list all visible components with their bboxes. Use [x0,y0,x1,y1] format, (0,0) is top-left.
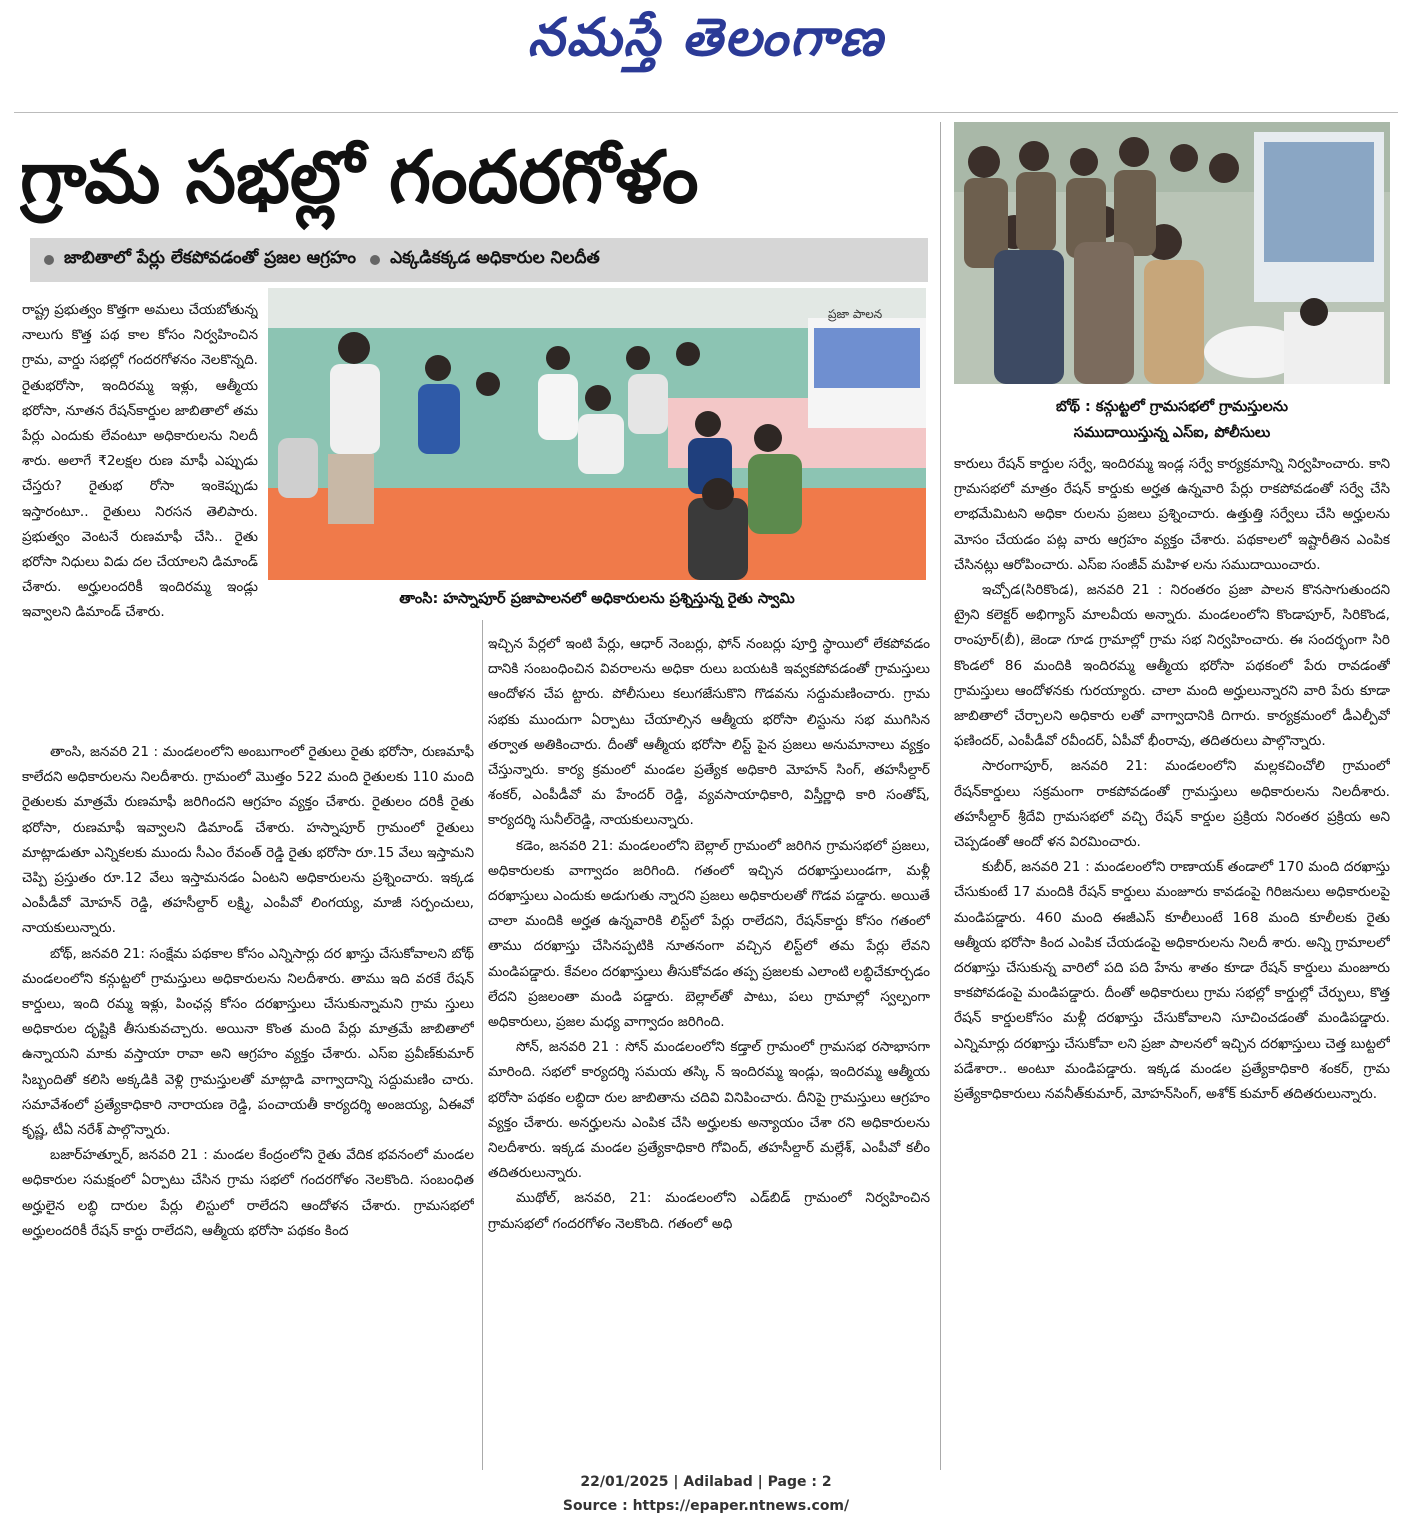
column-2 [488,632,930,1470]
footer-source: Source : https://epaper.ntnews.com/ [562,1498,850,1514]
intro-paragraph: రాష్ట్ర ప్రభుత్వం కొత్తగా అమలు చేయబోతున్న నాలుగు కొత్త పథ కాల కోసం నిర్వహించిన గ్రామ, వార్డు సభల్లో గందరగోళనం నెలకొన్నది. రైతుభరోసా, ఇందిరమ్మ ఇళ్లు, ఆత్మీయ భరోసా, నూతన రేషన్‌కార్డుల జాబితాలో తమ పేర్లు ఎందుకు లేవంటూ అధికారులను నిలదీ శారు. అలాగే ₹2లక్షల రుణ మాఫీ ఎప్పుడు చేస్తరు? రైతుభ రోసా ఇంకెప్పుడు ఇస్తారంటూ.. రైతులు నిరసన తెలిపారు. ప్రభుత్వం వెంటనే రుణమాఫీ చేసి.. రైతు భరోసా నిధులు విడు దల చేయాలని డిమాండ్ చేశారు. అర్హులందరికీ ఇందిరమ్మ ఇండ్లు ఇవ్వాలని డిమాండ్ చేశారు. [22,302,258,621]
banner-text: ప్రజా పాలన [828,307,883,321]
photo-right [954,122,1390,384]
story-bazarhathnoor: బజార్‌హత్నూర్, జనవరి 21 : మండల కేంద్రంలోని రైతు వేదిక భవనంలో మండల అధికారుల సమక్షంలో ఏర్పాటు చేసిన గ్రామ సభలో గందరగోళం నెలకొంది. సంబంధిత అర్హులైన లబ్ధి దారుల పేర్లు లిస్టులో రాలేదని ఆందోళన చేశారు. గ్రామసభలో అర్హులందరికీ రేషన్ కార్డు రాలేదని, ఆత్మీయ భరోసా పథకం కింద [22,1147,474,1239]
column-divider [940,122,941,1470]
story-mudhole: ముథోల్, జనవరి, 21: మండలంలోని ఎడ్‌బిడ్ గ్రామంలో నిర్వహించిన గ్రామసభలో గందరగోళం నెలకొంది. గతంలో అధి [488,1190,930,1232]
story-both: బోథ్, జనవరి 21: సంక్షేమ పథకాల కోసం ఎన్నిసార్లు దర ఖాస్తు చేసుకోవాలని బోథ్ మండలంలోని కన్గుట్టలో గ్రామస్తులు అధికారులను నిలదీశారు. తాము ఇది వరకే రేషన్ కార్డులు, ఇంది రమ్మ ఇళ్లు, పింఛన్ల కోసం దరఖాస్తులు చేసుకున్నామని గ్రామ స్తులు అధికారుల దృష్టికి తీసుకువచ్చారు. అయినా కొంత మంది పేర్లు మాత్రమే జాబితాలో ఉన్నాయని మాకు వస్తాయా రావా అని ఆగ్రహం వ్యక్తం చేశారు. ఎస్ఐ ప్రవీణ్‌కుమార్ సిబ్బందితో కలిసి అక్కడికి వెళ్లి గ్రామస్తులతో మాట్లాడి వాగ్వాదాన్ని సద్దుమణిం చారు. సమావేశంలో ప్రత్యేకాధికారి నారాయణ రెడ్డి, పంచాయతీ కార్యదర్శి అంజయ్య, ఏఈవో కృష్ణ, టీఏ నరేశ్ పాల్గొన్నారు. [22,945,474,1139]
headline: గ్రామ సభల్లో గందరగోళం [20,135,699,219]
story-kadem: కడెం, జనవరి 21: మండలంలోని బెల్లాల్ గ్రామంలో జరిగిన గ్రామసభలో ప్రజలు, అధికారులకు వాగ్వాదం జరిగింది. గతంలో ఇచ్చిన దరఖాస్తులుండగా, మళ్లీ దరఖాస్తులు ఎందుకు అడుగుతు న్నారని ప్రజలు అధికారులతో గొడవ పడ్డారు. అయితే చాలా మందికి అర్హత ఉన్నవారికి లిస్ట్‌లో పేర్లు రాలేదని, రేషన్‌కార్డు కోసం గతంలో తాము దరఖాస్తు చేసినప్పటికి నూతనంగా వచ్చిన లిస్ట్‌లో తమ పేర్లు లేవని మండిపడ్డారు. కేవలం దరఖాస్తులు తీసుకోవడం తప్ప ప్రజలకు ఎలాంటి లబ్ధిచేకూర్చడం లేదని ప్రజలంతా మండి పడ్డారు. బెల్లాల్‌తో పాటు, పలు గ్రామాల్లో స్వల్పంగా అధికారులు, ప్రజల మధ్య వాగ్వాదం జరిగింది. [488,837,930,1031]
story-ichoda: ఇచ్చోడ(సిరికొండ), జనవరి 21 : నిరంతరం ప్రజా పాలన కొనసాగుతుందని ట్రైని కలెక్టర్ అభిగ్యాస్ మాలవీయ అన్నారు. మండలంలోని కొండాపూర్, సిరికొండ, రాంపూర్(బీ), జెండా గూడ గ్రామాల్లో గ్రామ సభ నిర్వహించారు. ఈ సందర్భంగా సిరి కొండలో 86 మందికి ఇందిరమ్మ ఆత్మీయ భరోసా పథకంలో పేరు రావడంతో గ్రామస్తులు ఆందోళనకు గురయ్యారు. చాలా మంది అర్హులున్నారని వారి పేరు కూడా జాబితాలో చేర్చాలని అధికారు లతో వాగ్వాదానికి దిగారు. కార్యక్రమంలో డీఎల్పీవో ఫణిందర్, ఎంపీడీవో రవీందర్, ఏపీవో భీంరావు, తదితరులు పాల్గొన్నారు. [954,582,1390,750]
story-sarangapur: సారంగాపూర్, జనవరి 21: మండలంలోని మల్లకచించోలి గ్రామంలో రేషన్‌కార్డులు సక్రమంగా రాకపోవడంతో గ్రామస్తులు అధికారులను నిలదీశారు. తహసీల్దార్ శ్రీదేవి గ్రామసభలో వచ్చి రేషన్ కార్డుల ప్రక్రియ నిరంతర ప్రక్రియ అని చెప్పడంతో ఆందో ళన విరమించారు. [954,758,1390,851]
column-1 [22,740,474,1470]
bullet-icon [370,255,380,265]
intro-continuation [22,630,474,730]
masthead-divider [14,112,1398,113]
photo-right-caption-line1: బోథ్ : కన్గుట్టలో గ్రామసభలో గ్రామస్తులను [1055,399,1289,415]
story-sone: సోన్, జనవరి 21 : సోన్ మండలంలోని కడ్తాల్ గ్రామంలో గ్రామసభ రసాభాసగా మారింది. సభలో కార్యదర్శి సమయ తస్కి న్ ఇందిరమ్మ ఇండ్లు, ఇందిరమ్మ ఆత్మీయ భరోసా పథకం లబ్ధిదా రుల జాబితాను చదివి వినిపించారు. దీనిపై గ్రామస్తులు ఆగ్రహం వ్యక్తం చేశారు. అనర్హులను ఎంపిక చేసి అర్హులకు అన్యాయం చేశా రని అధికారులను నిలదీశారు. ఇక్కడ మండల ప్రత్యేకాధికారి గోవింద్, తహసీల్దార్ మల్లేశ్, ఎంపీవో కలీం తదితరులున్నారు. [488,1039,930,1182]
photo-right-caption [954,394,1390,446]
bullet-icon [44,255,54,265]
column-3 [954,452,1390,1470]
story-tamsi: తాంసి, జనవరి 21 : మండలంలోని అంబుగాంలో రైతులు రైతు భరోసా, రుణమాఫీ కాలేదని అధికారులను నిలదీశారు. గ్రామంలో మొత్తం 522 మంది రైతులకు 110 మంది రైతులకు మాత్రమే రుణమాఫీ జరిగిందని ఆగ్రహం వ్యక్తం చేశారు. రైతులం దరికీ రైతు భరోసా, రుణమాఫీ ఇవ్వాలని డిమాండ్ చేశారు. హస్నాపూర్ గ్రామంలో రైతులు మాట్లాడుతూ ఎన్నికలకు ముందు సీఎం రేవంత్ రెడ్డి రైతు భరోసా రూ.15 వేలు ఇస్తామని చెప్పి ప్రస్తుతం రూ.12 వేలు ఇస్తామనడం ఏంటని అధికారులను ప్రశ్నించారు. ఇక్కడ ఎంపీడీవో మోహన్ రెడ్డి, తహసీల్దార్ లక్ష్మి, ఎంపీవో లింగయ్య, మాజీ సర్పంచులు, నాయకులున్నారు. [22,744,474,937]
subhead-2: ఎక్కడికక్కడ అధికారుల నిలదీత [390,248,600,268]
subhead-1: జాబితాలో పేర్లు లేకపోవడంతో ప్రజల ఆగ్రహం [64,248,357,268]
photo-right-caption-line2: సముదాయిస్తున్న ఎస్ఐ, పోలీసులు [1073,425,1271,441]
photo-center [268,288,926,580]
story-bazarhathnoor-cont: ఇచ్చిన పేర్లలో ఇంటి పేర్లు, ఆధార్ నెంబర్లు, ఫోన్ నంబర్లు పూర్తి స్థాయిలో లేకపోవడం దానికి సంబంధించిన వివరాలను అధికా రులు బయటకి ఇవ్వకపోవడంతో గ్రామస్తులు ఆందోళన చేప ట్టారు. పోలీసులు కలుగజేసుకొని గొడవను సద్దుమణించారు. గ్రామ సభకు ముందుగా ఏర్పాటు చేయాల్సిన ఆత్మీయ భరోసా లిస్టును సభ ముగిసిన తర్వాత అతికించారు. దీంతో ఆత్మీయ భరోసా లిస్ట్ పైన ప్రజలు అనుమానాలు వ్యక్తం చేస్తున్నారు. కార్య క్రమంలో మండల ప్రత్యేక అధికారి మోహన్ సింగ్, తహసీల్దార్ శంకర్, ఎంపీడీవో మ హేందర్ రెడ్డి, వ్యవసాయాధికారి, విస్తీర్ణాధి కారి సంతోష్, కార్యదర్శి సునీల్‌రెడ్డి, నాయకులున్నారు. [488,636,930,829]
photo-center-caption: తాంసి: హస్నాపూర్ ప్రజాపాలనలో అధికారులను ప్రశ్నిస్తున్న రైతు స్వామి [399,591,795,607]
column-divider [482,620,483,1470]
footer-date-edition: 22/01/2025 | Adilabad | Page : 2 [580,1474,832,1490]
story-kubeer: కుబీర్, జనవరి 21 : మండలంలోని రాణాయక్ తండాలో 170 మంది దరఖాస్తు చేసుకుంటే 17 మందికి రేషన్ కార్డులు మంజూరు కావడంపై గిరిజనులు అధికారులపై మండిపడ్డారు. 460 మంది ఈజీఎస్ కూలీలుంటే 168 మంది కూలీలకు రైతు ఆత్మీయ భరోసా కింద ఎంపిక చేయడంపై అధికారులను నిలదీ శారు. అన్ని గ్రామాలలో దరఖాస్తు చేసుకున్న వారిలో పది పది హేను శాతం కూడా రేషన్ కార్డులు మంజూరు కాకపోవడంపై మండిపడ్డారు. దీంతో అధికారులు గ్రామ సభల్లో కార్డుల్లో చేర్పులు, కొత్త రేషన్ కార్డులకోసం మళ్లీ దరఖాస్తు చేసుకోవాలని సూచించడంతో మండిపడ్డారు. ఎన్నిమార్లు దరఖాస్తు చేసుకోవా లని ప్రజా పాలనలో ఇచ్చిన దరఖాస్తులు చెత్త బుట్టలో పడేశారా.. అంటూ మండిపడ్డారు. ఇక్కడ మండల ప్రత్యేకాధికారి శంకర్, గ్రామ ప్రత్యేకాధికారులు నవనీత్‌కుమార్, మోహన్‌సింగ్, అశోక్ కుమార్ తదితరులున్నారు. [954,859,1390,1103]
intro-text [22,298,258,630]
subheads-bar [30,238,928,282]
masthead-title: నమస్తే తెలంగాణ [527,7,885,68]
story-mudhole-cont: కారులు రేషన్ కార్డుల సర్వే, ఇందిరమ్మ ఇండ్ల సర్వే కార్యక్రమాన్ని నిర్వహించారు. కాని గ్రామసభలో మాత్రం రేషన్ కార్డుకు అర్హత ఉన్నవారి పేర్లు రాకపోవడంతో సర్వే చేసి లాభమేమిటని అధికా రులను ప్రజలు ప్రశ్నించారు. ఉత్తుత్తి సర్వేలు చేసి అర్హులను మోసం చేయడం పట్ల వారు ఆగ్రహం వ్యక్తం చేశారు. పథకాలలో ఇష్టారీతిన ఎంపిక చేసినట్లు ఆరోపించారు. ఎస్ఐ సంజీవ్ మహిళ లను సముదాయించారు. [954,456,1390,573]
masthead [0,8,1412,80]
